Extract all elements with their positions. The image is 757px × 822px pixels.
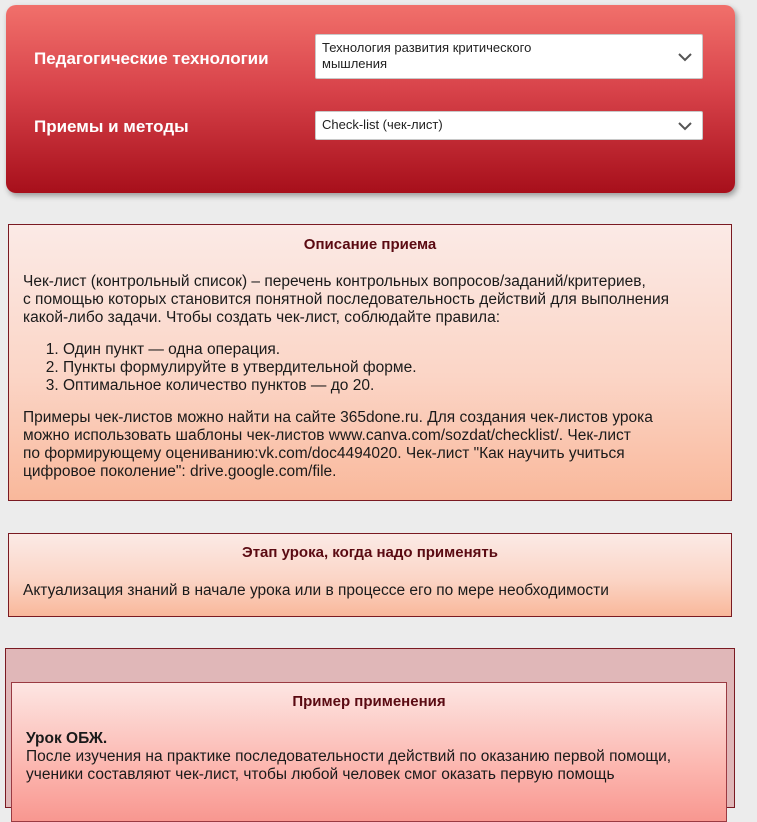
methods-select[interactable] (315, 111, 703, 140)
example-outer-panel (5, 648, 735, 808)
examples-line: Примеры чек-листов можно найти на сайте 365done.ru. Для создания чек-листов урока (23, 409, 653, 426)
example-text-line: После изучения на практике последовательности действий по оказанию первой помощи, (26, 748, 672, 765)
description-intro-line: какой-либо задачи. Чтобы создать чек-лист, соблюдайте правила: (23, 309, 500, 326)
description-body (9, 273, 731, 481)
description-card (8, 224, 732, 501)
description-intro-line: с помощью которых становится понятной последовательность действий для выполнения (23, 291, 670, 308)
stage-title: Этап урока, когда надо применять (242, 544, 498, 561)
stage-card (8, 533, 732, 617)
tech-select-value-line2: мышления (322, 56, 388, 71)
stage-text: Актуализация знаний в начале урока или в процессе его по мере необходимости (23, 582, 609, 599)
header-panel (6, 5, 735, 193)
description-intro-line: Чек-лист (контрольный список) – перечень контрольных вопросов/заданий/критериев, (23, 273, 646, 290)
example-text-line: ученики составляют чек-лист, чтобы любой человек смог оказать первую помощь (26, 766, 615, 783)
methods-select-value: Check-list (чек-лист) (322, 117, 443, 132)
rule-item: 3. Оптимальное количество пунктов — до 20. (63, 377, 717, 395)
rules-list (23, 341, 717, 395)
rule-item: 1. Один пункт — одна операция. (63, 341, 717, 359)
example-title: Пример применения (292, 693, 446, 710)
methods-label: Приемы и методы (34, 117, 189, 136)
description-title: Описание приема (303, 236, 437, 253)
examples-line: можно использовать шаблоны чек-листов www.canva.com/sozdat/checklist/. Чек-лист (23, 427, 631, 444)
chevron-down-icon (677, 49, 693, 65)
example-body (12, 730, 726, 784)
tech-label: Педагогические технологии (34, 49, 269, 68)
example-lesson: Урок ОБЖ. (26, 730, 108, 747)
example-card (11, 682, 727, 822)
chevron-down-icon (677, 118, 693, 134)
rule-item: 2. Пункты формулируйте в утвердительной форме. (63, 359, 717, 377)
tech-select-value-line1: Технология развития критического (322, 40, 532, 55)
examples-line: цифровое поколение": drive.google.com/file. (23, 463, 337, 480)
tech-select[interactable] (315, 34, 703, 79)
examples-line: по формирующему оцениванию:vk.com/doc4494020. Чек-лист "Как научить учиться (23, 445, 625, 462)
